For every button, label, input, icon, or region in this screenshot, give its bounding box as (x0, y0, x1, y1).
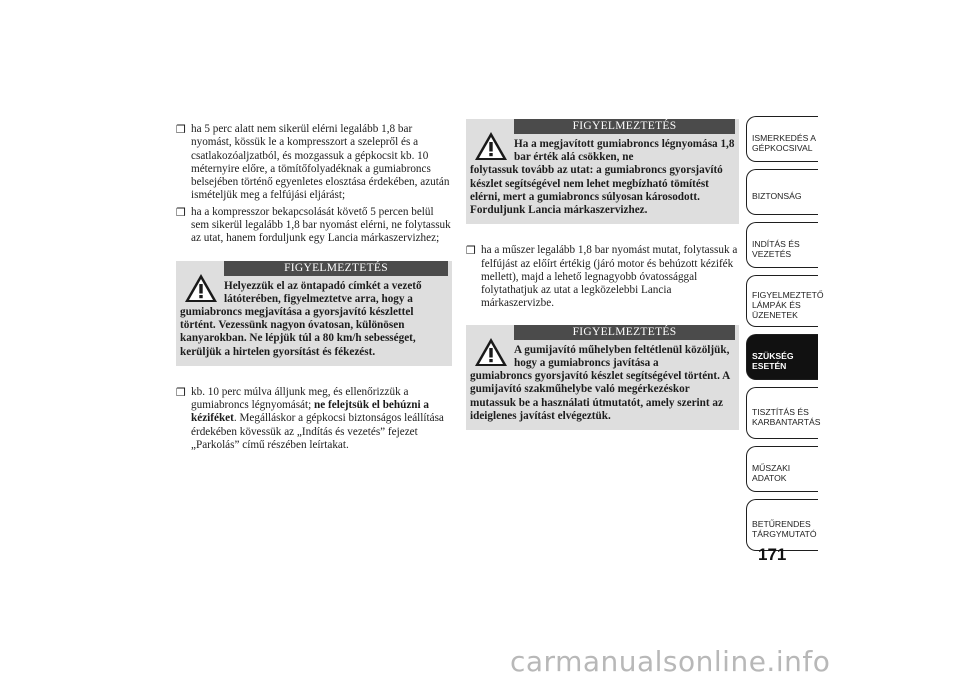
tab-ismerkedes[interactable]: ISMERKEDÉS A GÉPKOCSIVAL (746, 116, 818, 162)
checkbox-bullet-icon: ❒ (176, 385, 186, 399)
tab-figyelmezteto[interactable]: FIGYELMEZTETŐ LÁMPÁK ÉS ÜZENETEK (746, 275, 818, 327)
list-item-text: ha a műszer legalább 1,8 bar nyomást mutat, folytassuk a felfújást az előírt értékig (járó motor és behúzott kézifék mellett), majd a lehető legnagyobb óvatossággal folytathatjuk az utat a legközelebbi Lancia márkaszervizbe. (481, 244, 738, 310)
warning-text (470, 138, 735, 217)
list-item (176, 123, 452, 203)
tab-inditas[interactable]: INDÍTÁS ÉS VEZETÉS (746, 222, 818, 268)
warning-text-rest: gumiabroncs megjavítása a gyorsjavító készlettel történt. Vezessünk nagyon óvatosan, különösen kanyarokban. Ne lépjük túl a 80 km/h sebességet, kerüljük a hirtelen gyorsítást és fékezést. (180, 306, 416, 358)
tab-biztonsag[interactable]: BIZTONSÁG (746, 169, 818, 215)
list-item-text: ha 5 perc alatt nem sikerül elérni legalább 1,8 bar nyomást, kössük le a kompresszort a szelepről és a csatlakozóaljzatból, és mozgassuk a gépkocsit kb. 10 méternyire előre, a tömítőfolyadéknak a gumiabroncs belsejében történő egyenletes elosztása érdekében, azután ismételjük meg a felfújási eljárást; (191, 123, 450, 202)
checkbox-bullet-icon: ❒ (176, 123, 186, 136)
warning-triangle-icon (474, 337, 508, 367)
warning-text-first: A gumijavító műhelyben feltétlenül közöljük, hogy a gumiabroncs javítása a (514, 343, 730, 369)
checkbox-bullet-icon: ❒ (176, 205, 186, 219)
list-item (466, 244, 739, 310)
warning-triangle-icon (184, 273, 218, 303)
left-column (176, 123, 452, 452)
warning-text-first: Helyezzük el az öntapadó címkét a vezető látóterében, figyelmeztetve arra, hogy a (224, 279, 422, 305)
warning-box (466, 325, 739, 430)
warning-box (466, 119, 739, 224)
warning-text-first: Ha a megjavított gumiabroncs légnyomása 1,8 bar érték alá csökken, ne (514, 138, 735, 164)
warning-heading: FIGYELMEZTETÉS (514, 325, 735, 340)
list-item-text: kb. 10 perc múlva álljunk meg, és ellenőrizzük a gumiabroncs légnyomását; ne felejtsük el behúzni a kéziféket. Megálláskor a gépkocsi biztonságos leállítása érdekében kövessük az „Indítás és vezetés” fejezet „Parkolás” című részében leírtakat. (191, 385, 444, 452)
checkbox-bullet-icon: ❒ (466, 244, 476, 258)
list-item (176, 206, 452, 246)
warning-text (470, 344, 735, 423)
chapter-tabs (746, 116, 824, 558)
warning-text-rest: gumiabroncs gyorsjavító készlet segítségével történt. A gumijavító szakműhelybe való megérkezéskor mutassuk be a használati útmutatót, amely szerint az ideiglenes javítást elvégeztük. (470, 370, 730, 422)
tab-tisztitas[interactable]: TISZTÍTÁS ÉS KARBANTARTÁS (746, 387, 818, 439)
page-number: 171 (758, 545, 787, 564)
tab-muszaki[interactable]: MŰSZAKI ADATOK (746, 446, 818, 492)
warning-triangle-icon (474, 131, 508, 161)
warning-box (176, 261, 452, 366)
right-column (466, 120, 739, 430)
warning-text (180, 280, 448, 359)
tab-szukseg-active[interactable]: SZÜKSÉG ESETÉN (746, 334, 818, 380)
list-item (176, 386, 452, 452)
warning-heading: FIGYELMEZTETÉS (224, 261, 448, 276)
watermark: carmanualsonline.info (510, 645, 831, 678)
list-item-text: ha a kompresszor bekapcsolását követő 5 percen belül sem sikerül legalább 1,8 bar nyomást elérni, ne folytassuk az utat, hanem forduljunk egy Lancia márkaszervizhez; (191, 205, 451, 245)
warning-heading: FIGYELMEZTETÉS (514, 119, 735, 134)
tab-targymutato[interactable]: BETŰRENDES TÁRGYMUTATÓ (746, 499, 818, 551)
warning-text-rest: folytassuk tovább az utat: a gumiabroncs gyorsjavító készlet segítségével nem lehet megbízható tömítést elérni, mert a gumiabroncs súlyosan károsodott. Forduljunk Lancia márkaszervizhez. (470, 164, 723, 217)
